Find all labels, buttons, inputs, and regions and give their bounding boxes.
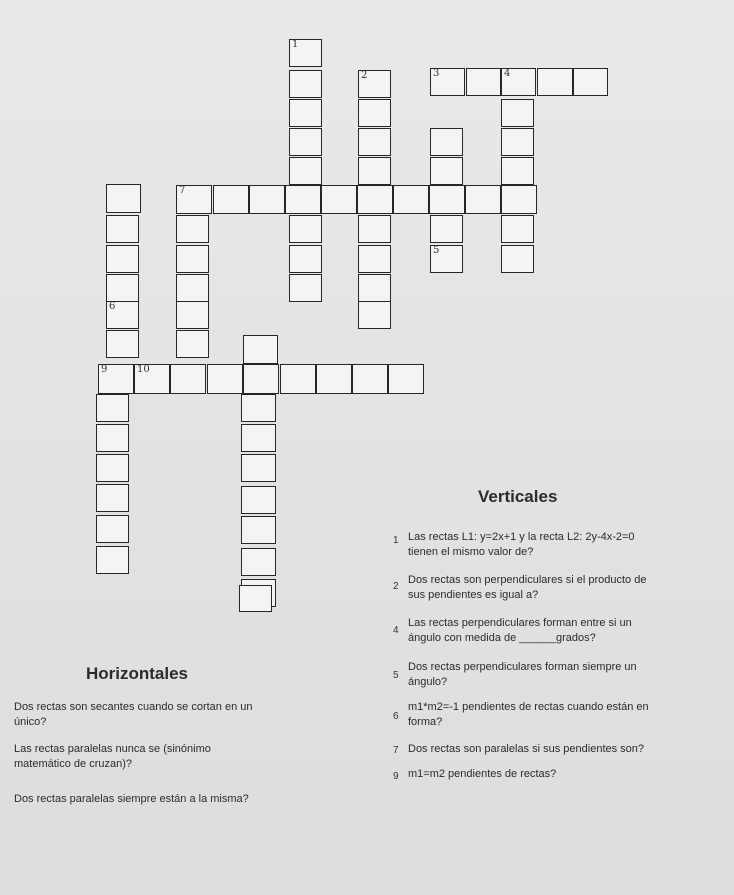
clue-number: 4 (393, 625, 399, 636)
clue-line: forma? (408, 716, 443, 728)
clue-line: tienen el mismo valor de? (408, 546, 534, 558)
clue-line: Las rectas perpendiculares forman entre si un (408, 617, 632, 629)
vertical-clue-4 (408, 616, 632, 646)
crossword-cell[interactable] (358, 301, 391, 329)
cell-number: 6 (109, 301, 116, 312)
cell-number: 10 (137, 364, 150, 375)
crossword-cell[interactable] (501, 245, 534, 273)
crossword-cell[interactable] (176, 215, 209, 243)
clue-line: ángulo? (408, 676, 448, 688)
clue-line: Dos rectas son secantes cuando se cortan en un (14, 701, 253, 713)
clue-line: sus pendientes es igual a? (408, 589, 539, 601)
crossword-cell[interactable] (106, 245, 139, 273)
crossword-cell[interactable] (280, 364, 316, 394)
clue-number: 7 (393, 745, 399, 756)
crossword-cell[interactable] (289, 39, 322, 67)
crossword-cell[interactable] (316, 364, 352, 394)
crossword-cell[interactable] (430, 245, 463, 273)
crossword-cell[interactable] (134, 364, 170, 394)
clue-line: Las rectas L1: y=2x+1 y la recta L2: 2y-4x-2=0 (408, 531, 635, 543)
clue-line: matemático de cruzan)? (14, 758, 132, 770)
crossword-cell[interactable] (501, 215, 534, 243)
crossword-cell[interactable] (429, 185, 465, 214)
crossword-cell[interactable] (430, 68, 465, 96)
clue-line: Dos rectas perpendiculares forman siempre un (408, 661, 637, 673)
crossword-cell[interactable] (501, 68, 536, 96)
verticales-heading: Verticales (478, 487, 558, 506)
crossword-cell[interactable] (176, 185, 212, 214)
horizontal-clue-3 (14, 792, 249, 807)
crossword-cell[interactable] (241, 394, 276, 422)
horizontales-heading: Horizontales (86, 664, 189, 683)
crossword-cell[interactable] (466, 68, 501, 96)
crossword-cell[interactable] (176, 330, 209, 358)
crossword-cell[interactable] (501, 128, 534, 156)
clue-line: Dos rectas son perpendiculares si el producto de (408, 574, 647, 586)
crossword-cell[interactable] (358, 128, 391, 156)
crossword-cell[interactable] (358, 70, 391, 98)
crossword-cell[interactable] (96, 424, 129, 452)
cell-number: 5 (433, 245, 440, 256)
clue-number: 1 (393, 535, 399, 546)
cell-number: 3 (433, 68, 440, 79)
crossword-cell[interactable] (213, 185, 249, 214)
crossword-cell[interactable] (96, 515, 129, 543)
clue-line: m1=m2 pendientes de rectas? (408, 768, 557, 780)
crossword-cell[interactable] (241, 486, 276, 514)
crossword-cell[interactable] (106, 301, 139, 329)
crossword-cell[interactable] (96, 454, 129, 482)
crossword-cell[interactable] (96, 546, 129, 574)
crossword-cell[interactable] (106, 330, 139, 358)
crossword-cell[interactable] (106, 215, 139, 243)
crossword-cell[interactable] (430, 215, 463, 243)
crossword-cell[interactable] (289, 99, 322, 127)
crossword-cell[interactable] (106, 184, 141, 213)
crossword-cell[interactable] (501, 99, 534, 127)
vertical-clue-1 (408, 530, 635, 560)
horizontal-clue-2 (14, 742, 211, 772)
clue-number: 6 (393, 711, 399, 722)
clue-number: 2 (393, 581, 399, 592)
clue-line: m1*m2=-1 pendientes de rectas cuando están en (408, 701, 649, 713)
crossword-cell[interactable] (430, 128, 463, 156)
cell-number: 9 (101, 364, 108, 375)
crossword-cell[interactable] (358, 99, 391, 127)
crossword-cell[interactable] (358, 245, 391, 273)
clue-line: Las rectas paralelas nunca se (sinónimo (14, 743, 211, 755)
crossword-cell[interactable] (249, 185, 285, 214)
crossword-cell[interactable] (241, 516, 276, 544)
clue-number: 9 (393, 771, 399, 782)
crossword-cell[interactable] (393, 185, 429, 214)
crossword-cell[interactable] (241, 454, 276, 482)
crossword-cell[interactable] (243, 364, 279, 394)
crossword-cell[interactable] (352, 364, 388, 394)
vertical-clue-5 (408, 660, 637, 690)
vertical-clue-7 (408, 742, 644, 757)
vertical-clue-9 (408, 767, 556, 782)
crossword-cell[interactable] (388, 364, 424, 394)
crossword-cell[interactable] (501, 185, 537, 214)
crossword-cell[interactable] (96, 394, 129, 422)
clue-line: ángulo con medida de ______grados? (408, 632, 596, 644)
crossword-cell[interactable] (176, 274, 209, 302)
clue-line: único? (14, 716, 47, 728)
cell-number: 1 (292, 39, 299, 50)
crossword-cell[interactable] (289, 274, 322, 302)
crossword-cell[interactable] (207, 364, 243, 394)
cell-number: 4 (504, 68, 511, 79)
crossword-cell[interactable] (465, 185, 501, 214)
crossword-cell[interactable] (241, 548, 276, 576)
crossword-cell[interactable] (501, 157, 534, 185)
crossword-cell[interactable] (537, 68, 573, 96)
clue-line: Dos rectas son paralelas si sus pendientes son? (408, 743, 645, 755)
vertical-clue-2 (408, 573, 646, 603)
crossword-cell[interactable] (241, 424, 276, 452)
vertical-clue-6 (408, 700, 649, 730)
crossword-cell[interactable] (358, 274, 391, 302)
crossword-cell[interactable] (321, 185, 357, 214)
crossword-cell[interactable] (358, 215, 391, 243)
crossword-cell[interactable] (289, 128, 322, 156)
crossword-cell[interactable] (289, 157, 322, 185)
crossword-cell[interactable] (170, 364, 206, 394)
crossword-cell[interactable] (239, 585, 272, 612)
crossword-cell[interactable] (289, 245, 322, 273)
crossword-cell[interactable] (96, 484, 129, 512)
horizontal-clue-1 (14, 700, 252, 730)
crossword-cell[interactable] (106, 274, 139, 302)
crossword-cell[interactable] (357, 185, 393, 214)
crossword-cell[interactable] (430, 157, 463, 185)
clue-line: Dos rectas paralelas siempre están a la misma? (14, 793, 249, 805)
cell-number: 7 (179, 185, 186, 196)
crossword-cell[interactable] (243, 335, 278, 364)
crossword-cell[interactable] (573, 68, 608, 96)
cell-number: 2 (361, 70, 368, 81)
crossword-cell[interactable] (289, 215, 322, 243)
crossword-cell[interactable] (176, 245, 209, 273)
clue-number: 5 (393, 670, 399, 681)
crossword-cell[interactable] (358, 157, 391, 185)
crossword-cell[interactable] (176, 301, 209, 329)
crossword-cell[interactable] (98, 364, 134, 394)
crossword-cell[interactable] (285, 185, 321, 214)
crossword-cell[interactable] (289, 70, 322, 98)
